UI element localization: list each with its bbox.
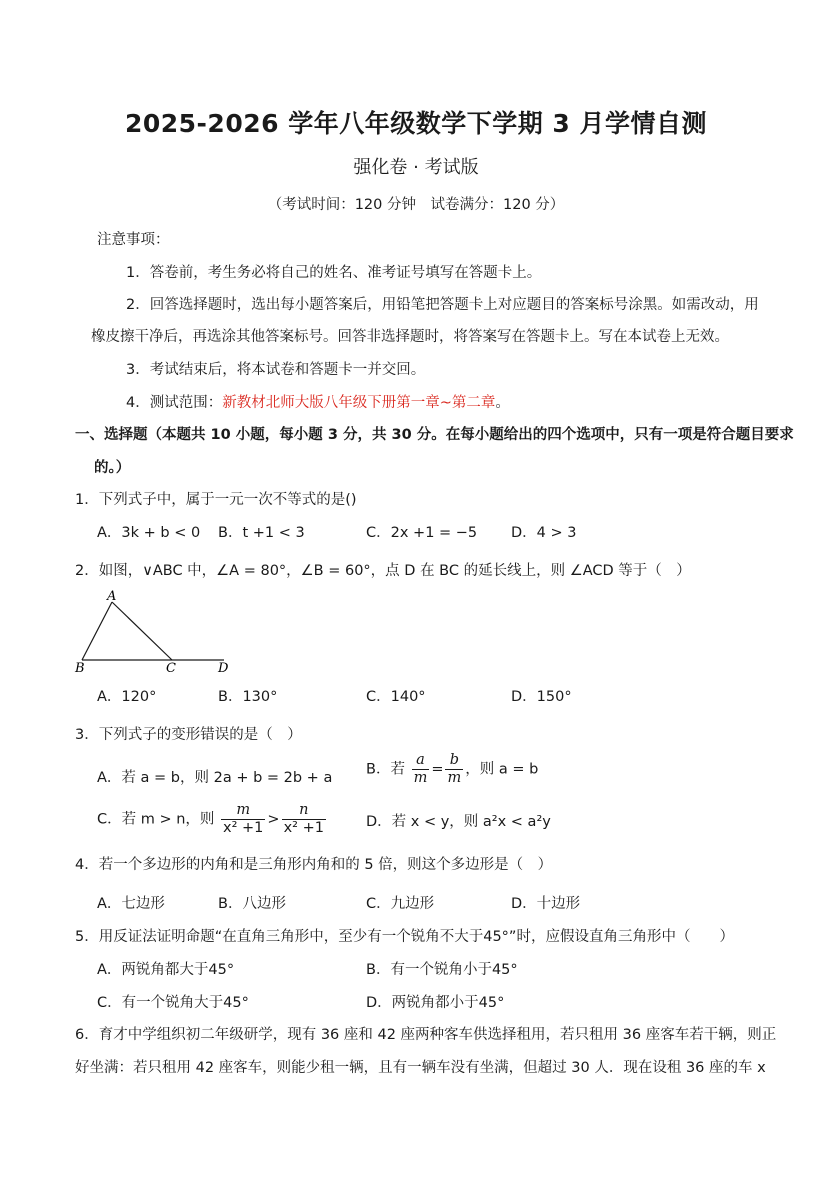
notes-heading: 注意事项：	[97, 232, 170, 248]
side-ac	[112, 602, 172, 660]
q3-b-suffix: ，则 a = b	[465, 761, 539, 778]
q2-option-b: B．130°	[218, 689, 278, 705]
q3-option-d: D．若 x < y，则 a²x < a²y	[366, 814, 551, 830]
q3-b-prefix: B．若	[366, 761, 405, 778]
q3-b-eq: =	[431, 761, 444, 778]
q3-b-den-2: m	[447, 770, 462, 786]
note-4	[126, 391, 510, 412]
note-1: 1．答卷前，考生务必将自己的姓名、准考证号填写在答题卡上。	[126, 265, 542, 281]
q1-option-b: B．t +1 < 3	[218, 525, 305, 541]
note-4-prefix: 4．测试范围：	[126, 395, 223, 411]
q3-c-gt: >	[267, 811, 280, 828]
section-1-heading-line-2: 的。）	[94, 460, 131, 476]
q2-option-d: D．150°	[511, 689, 572, 705]
q3-b-den-1: m	[413, 770, 428, 786]
q5-option-a: A．两锐角都大于45°	[97, 962, 235, 978]
q1-option-c: C．2x +1 = −5	[366, 525, 478, 541]
side-ab	[82, 602, 112, 660]
q3-c-prefix: C．若 m > n，则	[97, 811, 215, 828]
q4-option-a: A．七边形	[97, 896, 165, 912]
note-2-line-1: 2．回答选择题时，选出每小题答案后，用铅笔把答题卡上对应题目的答案标号涂黑。如需改动，用	[126, 297, 759, 313]
q3-c-num-1: m	[221, 802, 265, 820]
triangle-figure	[72, 590, 242, 680]
note-2-line-2: 橡皮擦干净后，再选涂其他答案标号。回答非选择题时，将答案写在答题卡上。写在本试卷上无效。	[91, 329, 729, 345]
vertex-label-b: B	[75, 661, 85, 676]
q3-option-b	[366, 752, 538, 787]
q3-c-den-1: x² +1	[223, 820, 264, 836]
q3-stem: 3．下列式子的变形错误的是（ ）	[75, 727, 302, 743]
q1-option-a: A．3k + b < 0	[97, 525, 201, 541]
exam-info: （考试时间：120 分钟 试卷满分：120 分）	[267, 197, 565, 213]
q2-stem: 2．如图，∨ABC 中，∠A = 80°，∠B = 60°，点 D 在 BC 的延长线上，则 ∠ACD 等于（ ）	[75, 563, 691, 579]
q1-stem: 1．下列式子中，属于一元一次不等式的是()	[75, 492, 357, 508]
test-range: 新教材北师大版八年级下册第一章~第二章	[222, 395, 496, 411]
exam-subtitle: 强化卷 · 考试版	[353, 157, 479, 178]
vertex-label-c: C	[166, 661, 176, 676]
q3-b-num-1: a	[412, 752, 430, 770]
q4-option-b: B．八边形	[218, 896, 286, 912]
q3-c-fraction-1	[221, 802, 265, 837]
q3-b-fraction-2	[445, 752, 463, 787]
q5-option-b: B．有一个锐角小于45°	[366, 962, 518, 978]
q4-option-d: D．十边形	[511, 896, 581, 912]
q3-c-fraction-2	[282, 802, 326, 837]
section-1-heading-line-1: 一、选择题（本题共 10 小题，每小题 3 分，共 30 分。在每小题给出的四个选项中，只有一项是符合题目要求	[75, 427, 794, 443]
q4-option-c: C．九边形	[366, 896, 435, 912]
q1-option-d: D．4 > 3	[511, 525, 577, 541]
vertex-label-a: A	[107, 590, 117, 604]
note-4-suffix: 。	[495, 395, 510, 411]
exam-title: 2025-2026 学年八年级数学下学期 3 月学情自测	[124, 109, 708, 138]
q3-option-a: A．若 a = b，则 2a + b = 2b + a	[97, 770, 333, 786]
q5-option-d: D．两锐角都小于45°	[366, 995, 505, 1011]
q3-c-den-2: x² +1	[283, 820, 324, 836]
vertex-label-d: D	[218, 661, 229, 676]
q3-b-num-2: b	[445, 752, 463, 770]
q2-option-a: A．120°	[97, 689, 157, 705]
q6-line-1: 6．育才中学组织初二年级研学，现有 36 座和 42 座两种客车供选择租用，若只租用 36 座客车若干辆，则正	[75, 1027, 777, 1043]
q3-option-c	[97, 802, 328, 837]
q5-stem: 5．用反证法证明命题“在直角三角形中，至少有一个锐角不大于45°”时，应假设直角三角形中（ ）	[75, 929, 734, 945]
q6-line-2: 好坐满：若只租用 42 座客车，则能少租一辆，且有一辆车没有坐满，但超过 30 人．现在设租 36 座的车 x	[75, 1060, 766, 1076]
note-3: 3．考试结束后，将本试卷和答题卡一并交回。	[126, 362, 426, 378]
q5-option-c: C．有一个锐角大于45°	[97, 995, 249, 1011]
q4-stem: 4．若一个多边形的内角和是三角形内角和的 5 倍，则这个多边形是（ ）	[75, 857, 553, 873]
q3-c-num-2: n	[282, 802, 326, 820]
q2-option-c: C．140°	[366, 689, 426, 705]
q3-b-fraction-1	[412, 752, 430, 787]
